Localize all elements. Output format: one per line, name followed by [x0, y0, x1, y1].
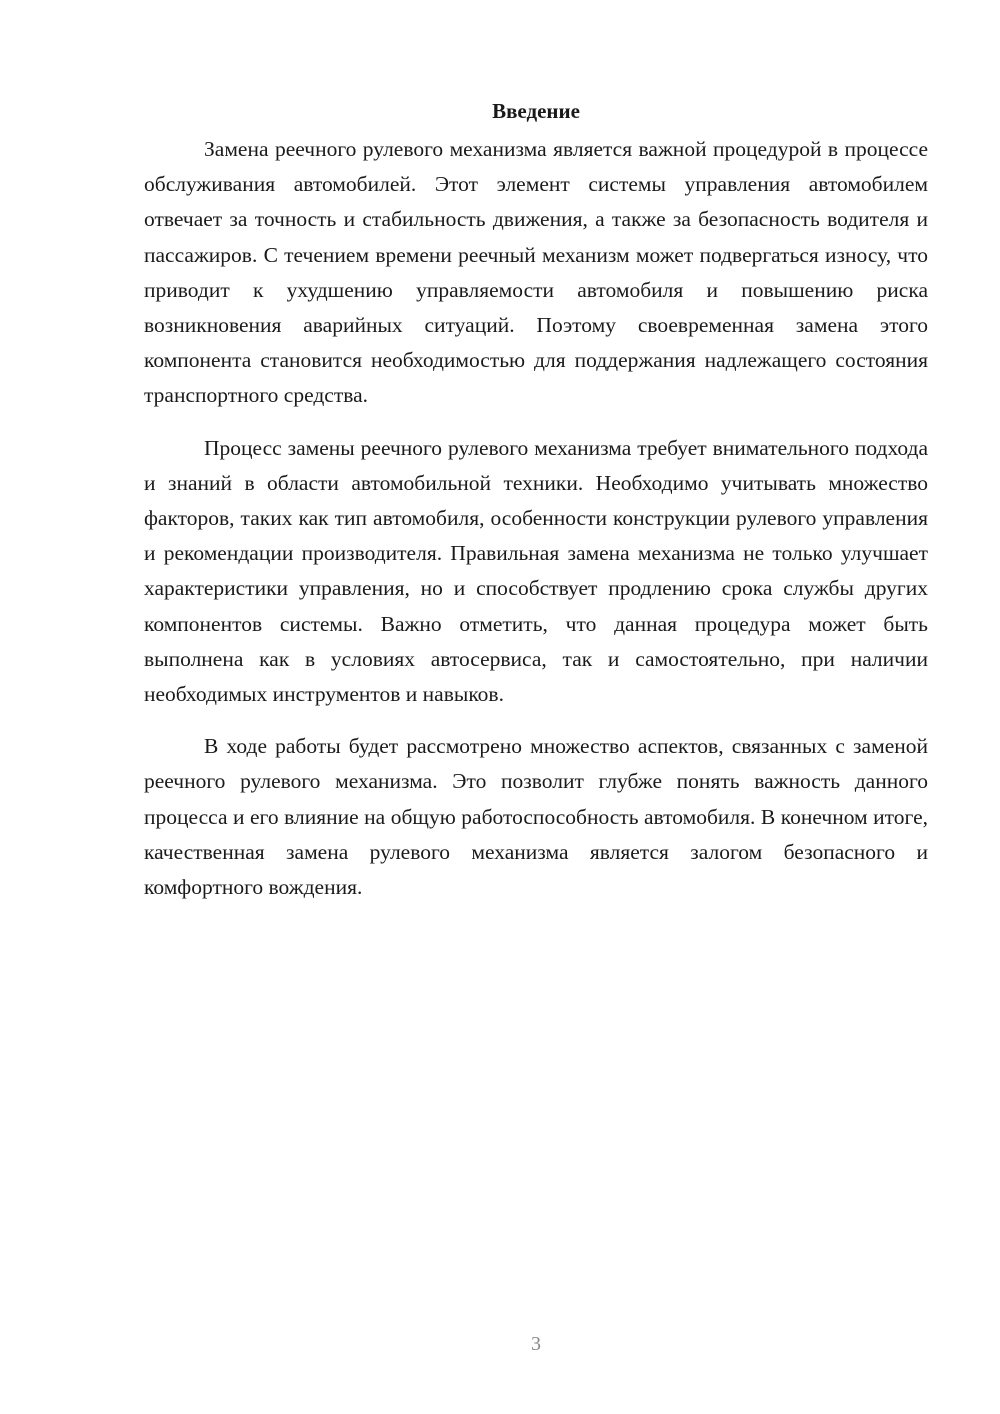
paragraph-1: Замена реечного рулевого механизма является важной процедурой в процессе обслуживания автомобилей. Этот элемент системы управления автомобилем отвечает за точность и стабильность движения, а также за безопасность водителя и пассажиров. С течением времени реечный механизм может подвергаться износу, что приводит к ухудшению управляемости автомобиля и повышению риска возникновения аварийных ситуаций. Поэтому своевременная замена этого компонента становится необходимостью для поддержания надлежащего состояния транспортного средства.	[144, 137, 928, 408]
paragraph-2: Процесс замены реечного рулевого механизма требует внимательного подхода и знаний в области автомобильной техники. Необходимо учитывать множество факторов, таких как тип автомобиля, особенности конструкции рулевого управления и рекомендации производителя. Правильная замена механизма не только улучшает характеристики управления, но и способствует продлению срока службы других компонентов системы. Важно отметить, что данная процедура может быть выполнена как в условиях автосервиса, так и самостоятельно, при наличии необходимых инструментов и навыков.	[144, 435, 928, 707]
section-heading: Введение	[492, 99, 580, 123]
paragraph-3: В ходе работы будет рассмотрено множество аспектов, связанных с заменой реечного рулевого механизма. Это позволит глубже понять важность данного процесса и его влияние на общую работоспособность автомобиля. В конечном итоге, качественная замена рулевого механизма является залогом безопасного и комфортного вождения.	[144, 734, 928, 900]
page-number: 3	[531, 1333, 541, 1355]
document-body	[144, 96, 928, 905]
